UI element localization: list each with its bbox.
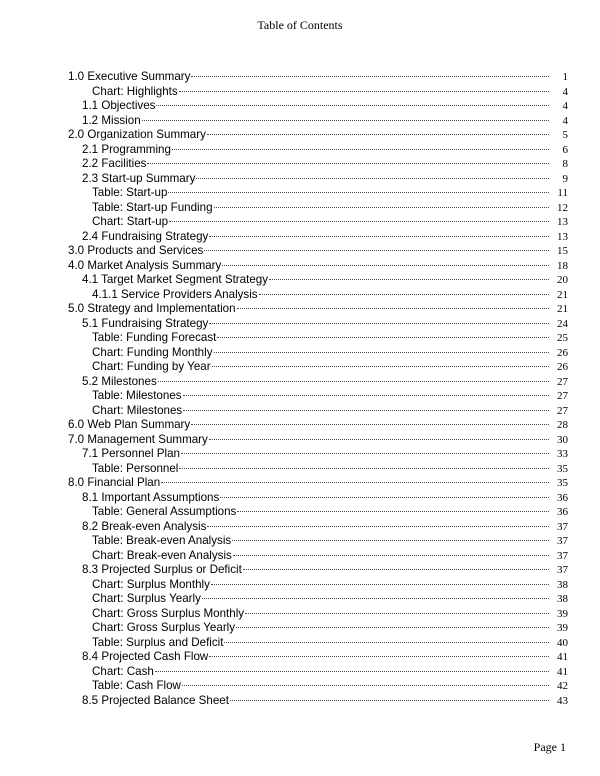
toc-dot-leader bbox=[172, 149, 549, 150]
toc-dot-leader bbox=[237, 511, 549, 512]
toc-entry[interactable] bbox=[68, 85, 568, 100]
toc-entry-label: 4.0 Market Analysis Summary bbox=[68, 258, 222, 272]
toc-dot-leader bbox=[211, 584, 549, 585]
toc-dot-leader bbox=[214, 352, 549, 353]
toc-entry-page-number: 30 bbox=[557, 433, 568, 446]
toc-entry-label: Table: Milestones bbox=[92, 389, 182, 402]
toc-dot-leader bbox=[207, 526, 549, 527]
toc-entry-page-number: 35 bbox=[557, 462, 568, 475]
toc-entry-page-number: 33 bbox=[557, 448, 568, 460]
toc-entry-page-number: 12 bbox=[557, 201, 568, 214]
toc-entry[interactable] bbox=[68, 143, 568, 158]
toc-entry[interactable] bbox=[68, 505, 568, 520]
toc-entry[interactable] bbox=[68, 476, 568, 491]
toc-entry-page-number: 11 bbox=[557, 187, 568, 199]
toc-entry-label: Chart: Gross Surplus Monthly bbox=[92, 606, 245, 620]
toc-entry-label: Chart: Surplus Monthly bbox=[92, 577, 210, 591]
toc-entry-label: 8.3 Projected Surplus or Deficit bbox=[82, 563, 242, 576]
toc-entry-label: 4.1.1 Service Providers Analysis bbox=[92, 287, 258, 301]
toc-entry[interactable] bbox=[68, 99, 568, 114]
toc-entry-page-number: 27 bbox=[557, 404, 568, 417]
toc-dot-leader bbox=[202, 598, 549, 599]
toc-entry[interactable] bbox=[68, 636, 568, 651]
toc-entry[interactable] bbox=[68, 404, 568, 419]
toc-entry-page-number: 39 bbox=[557, 622, 568, 634]
toc-entry-label: 1.2 Mission bbox=[82, 113, 141, 127]
toc-dot-leader bbox=[217, 337, 549, 338]
toc-entry-page-number: 37 bbox=[557, 564, 568, 576]
toc-entry-label: 8.1 Important Assumptions bbox=[82, 490, 220, 504]
toc-dot-leader bbox=[196, 178, 549, 179]
toc-entry[interactable] bbox=[68, 230, 568, 245]
toc-entry-page-number: 40 bbox=[557, 636, 568, 649]
toc-entry[interactable] bbox=[68, 549, 568, 564]
toc-dot-leader bbox=[212, 366, 549, 367]
toc-entry-page-number: 8 bbox=[562, 158, 568, 170]
toc-entry-label: Chart: Milestones bbox=[92, 403, 183, 417]
toc-entry-page-number: 5 bbox=[562, 129, 568, 141]
toc-entry[interactable] bbox=[68, 650, 568, 665]
toc-entry[interactable] bbox=[68, 433, 568, 448]
page-title: Table of Contents bbox=[257, 18, 343, 32]
toc-entry-page-number: 35 bbox=[557, 477, 568, 489]
toc-entry-label: Chart: Start-up bbox=[92, 215, 169, 228]
toc-dot-leader bbox=[259, 294, 549, 295]
toc-dot-leader bbox=[179, 91, 549, 92]
toc-entry-label: 8.0 Financial Plan bbox=[68, 476, 161, 489]
toc-entry-label: 2.1 Programming bbox=[82, 142, 171, 156]
toc-dot-leader bbox=[236, 627, 549, 628]
toc-dot-leader bbox=[224, 642, 549, 643]
toc-entry-label: 2.0 Organization Summary bbox=[68, 128, 206, 141]
toc-entry[interactable] bbox=[68, 215, 568, 230]
toc-entry[interactable] bbox=[68, 70, 568, 85]
toc-entry-label: Chart: Highlights bbox=[92, 84, 178, 98]
toc-dot-leader bbox=[182, 685, 549, 686]
toc-entry-label: 6.0 Web Plan Summary bbox=[68, 418, 191, 431]
toc-entry[interactable] bbox=[68, 491, 568, 506]
toc-dot-leader bbox=[155, 671, 549, 672]
toc-entry-page-number: 43 bbox=[557, 694, 568, 707]
toc-entry-label: 7.0 Management Summary bbox=[68, 432, 208, 446]
toc-entry-page-number: 26 bbox=[557, 346, 568, 359]
toc-dot-leader bbox=[168, 192, 549, 193]
toc-entry-page-number: 37 bbox=[557, 520, 568, 533]
toc-entry-page-number: 37 bbox=[557, 549, 568, 562]
toc-entry-page-number: 38 bbox=[557, 593, 568, 605]
toc-dot-leader bbox=[237, 308, 549, 309]
toc-entry-label: Chart: Funding Monthly bbox=[92, 345, 213, 359]
toc-dot-leader bbox=[209, 236, 549, 237]
toc-entry-page-number: 24 bbox=[557, 317, 568, 330]
toc-dot-leader bbox=[222, 265, 549, 266]
toc-entry[interactable] bbox=[68, 621, 568, 636]
toc-entry-page-number: 27 bbox=[557, 375, 568, 388]
toc-entry-label: Table: General Assumptions bbox=[92, 505, 237, 518]
toc-dot-leader bbox=[243, 569, 549, 570]
toc-entry-label: Table: Cash Flow bbox=[92, 679, 181, 692]
toc-entry-page-number: 25 bbox=[557, 332, 568, 344]
toc-entry[interactable] bbox=[68, 607, 568, 622]
toc-entry[interactable] bbox=[68, 331, 568, 346]
toc-dot-leader bbox=[161, 482, 549, 483]
toc-entry-label: 5.2 Milestones bbox=[82, 374, 157, 388]
page-number-footer: Page 1 bbox=[533, 740, 566, 754]
toc-dot-leader bbox=[220, 497, 549, 498]
toc-dot-leader bbox=[181, 453, 549, 454]
toc-entry-page-number: 21 bbox=[557, 303, 568, 315]
toc-entry[interactable] bbox=[68, 360, 568, 375]
toc-dot-leader bbox=[233, 555, 549, 556]
toc-entry-label: 5.1 Fundraising Strategy bbox=[82, 316, 209, 330]
toc-entry-page-number: 13 bbox=[557, 216, 568, 228]
toc-entry[interactable] bbox=[68, 317, 568, 332]
toc-entry-page-number: 15 bbox=[557, 245, 568, 257]
toc-entry[interactable] bbox=[68, 694, 568, 709]
toc-entry-label: 8.4 Projected Cash Flow bbox=[82, 650, 209, 663]
toc-entry[interactable] bbox=[68, 462, 568, 477]
toc-dot-leader bbox=[179, 468, 549, 469]
toc-dot-leader bbox=[207, 134, 549, 135]
toc-entry[interactable] bbox=[68, 201, 568, 216]
toc-entry-page-number: 28 bbox=[557, 419, 568, 431]
toc-dot-leader bbox=[191, 76, 549, 77]
toc-entry-page-number: 18 bbox=[557, 259, 568, 272]
toc-dot-leader bbox=[232, 540, 549, 541]
toc-entry[interactable] bbox=[68, 157, 568, 172]
toc-entry-label: Table: Funding Forecast bbox=[92, 331, 217, 344]
toc-entry-label: Chart: Cash bbox=[92, 664, 154, 678]
toc-dot-leader bbox=[214, 207, 549, 208]
toc-dot-leader bbox=[209, 656, 549, 657]
toc-dot-leader bbox=[183, 395, 549, 396]
toc-entry[interactable] bbox=[68, 534, 568, 549]
toc-entry-page-number: 4 bbox=[562, 85, 568, 98]
toc-dot-leader bbox=[191, 424, 549, 425]
toc-entry-label: Table: Start-up Funding bbox=[92, 200, 213, 214]
toc-dot-leader bbox=[147, 163, 549, 164]
toc-entry-page-number: 6 bbox=[562, 143, 568, 156]
toc-entry[interactable] bbox=[68, 563, 568, 578]
toc-entry[interactable] bbox=[68, 128, 568, 143]
toc-entry-label: 5.0 Strategy and Implementation bbox=[68, 302, 236, 315]
toc-entry-page-number: 4 bbox=[562, 114, 568, 127]
toc-entry-label: Table: Start-up bbox=[92, 186, 168, 199]
toc-entry-label: Chart: Break-even Analysis bbox=[92, 548, 232, 562]
toc-dot-leader bbox=[156, 105, 549, 106]
toc-entry[interactable] bbox=[68, 186, 568, 201]
toc-entry[interactable] bbox=[68, 679, 568, 694]
toc-entry-label: 7.1 Personnel Plan bbox=[82, 447, 180, 460]
toc-entry-page-number: 26 bbox=[557, 361, 568, 373]
toc-entry[interactable] bbox=[68, 665, 568, 680]
toc-entry[interactable] bbox=[68, 259, 568, 274]
toc-dot-leader bbox=[204, 250, 549, 251]
toc-dot-leader bbox=[209, 323, 549, 324]
toc-entry-label: 3.0 Products and Services bbox=[68, 244, 204, 257]
toc-entry[interactable] bbox=[68, 578, 568, 593]
toc-entry[interactable] bbox=[68, 389, 568, 404]
toc-entry[interactable] bbox=[68, 375, 568, 390]
toc-entry[interactable] bbox=[68, 447, 568, 462]
toc-entry-label: Table: Surplus and Deficit bbox=[92, 635, 224, 649]
toc-entry-label: 2.4 Fundraising Strategy bbox=[82, 229, 209, 243]
toc-entry-page-number: 27 bbox=[557, 390, 568, 402]
toc-entry-label: Chart: Surplus Yearly bbox=[92, 592, 201, 605]
toc-entry-label: Chart: Gross Surplus Yearly bbox=[92, 621, 236, 634]
toc-entry[interactable] bbox=[68, 302, 568, 317]
toc-entry[interactable] bbox=[68, 273, 568, 288]
toc-entry-label: 2.3 Start-up Summary bbox=[82, 171, 196, 185]
toc-entry[interactable] bbox=[68, 520, 568, 535]
toc-dot-leader bbox=[158, 381, 549, 382]
toc-entry-page-number: 42 bbox=[557, 680, 568, 692]
toc-entry-label: Table: Personnel bbox=[92, 461, 179, 475]
toc-entry-label: 2.2 Facilities bbox=[82, 157, 147, 170]
toc-entry-page-number: 21 bbox=[557, 288, 568, 301]
toc-dot-leader bbox=[183, 410, 549, 411]
toc-entry-page-number: 13 bbox=[557, 230, 568, 243]
toc-entry-label: 4.1 Target Market Segment Strategy bbox=[82, 273, 269, 286]
toc-dot-leader bbox=[245, 613, 549, 614]
toc-entry[interactable] bbox=[68, 592, 568, 607]
toc-entry-page-number: 36 bbox=[557, 491, 568, 504]
toc-entry-page-number: 20 bbox=[557, 274, 568, 286]
toc-dot-leader bbox=[209, 439, 549, 440]
toc-entry-page-number: 41 bbox=[557, 665, 568, 678]
toc-entry-page-number: 38 bbox=[557, 578, 568, 591]
toc-entry[interactable] bbox=[68, 418, 568, 433]
toc-dot-leader bbox=[142, 120, 549, 121]
toc-entry-label: 8.5 Projected Balance Sheet bbox=[82, 693, 229, 707]
toc-entry-page-number: 1 bbox=[562, 71, 568, 83]
toc-entry-label: 8.2 Break-even Analysis bbox=[82, 519, 207, 533]
toc-entry-label: 1.0 Executive Summary bbox=[68, 70, 191, 83]
toc-entry-label: Chart: Funding by Year bbox=[92, 360, 211, 373]
table-of-contents bbox=[68, 70, 568, 708]
toc-entry-page-number: 41 bbox=[557, 651, 568, 663]
toc-entry-page-number: 9 bbox=[562, 172, 568, 185]
toc-entry-label: Table: Break-even Analysis bbox=[92, 534, 232, 547]
toc-dot-leader bbox=[230, 700, 549, 701]
toc-entry[interactable] bbox=[68, 244, 568, 259]
toc-entry[interactable] bbox=[68, 346, 568, 361]
toc-entry[interactable] bbox=[68, 288, 568, 303]
toc-dot-leader bbox=[269, 279, 549, 280]
toc-dot-leader bbox=[169, 221, 549, 222]
toc-entry-page-number: 39 bbox=[557, 607, 568, 620]
toc-entry[interactable] bbox=[68, 114, 568, 129]
toc-entry-page-number: 36 bbox=[557, 506, 568, 518]
toc-entry[interactable] bbox=[68, 172, 568, 187]
toc-entry-page-number: 37 bbox=[557, 535, 568, 547]
toc-entry-label: 1.1 Objectives bbox=[82, 99, 156, 112]
toc-entry-page-number: 4 bbox=[562, 100, 568, 112]
